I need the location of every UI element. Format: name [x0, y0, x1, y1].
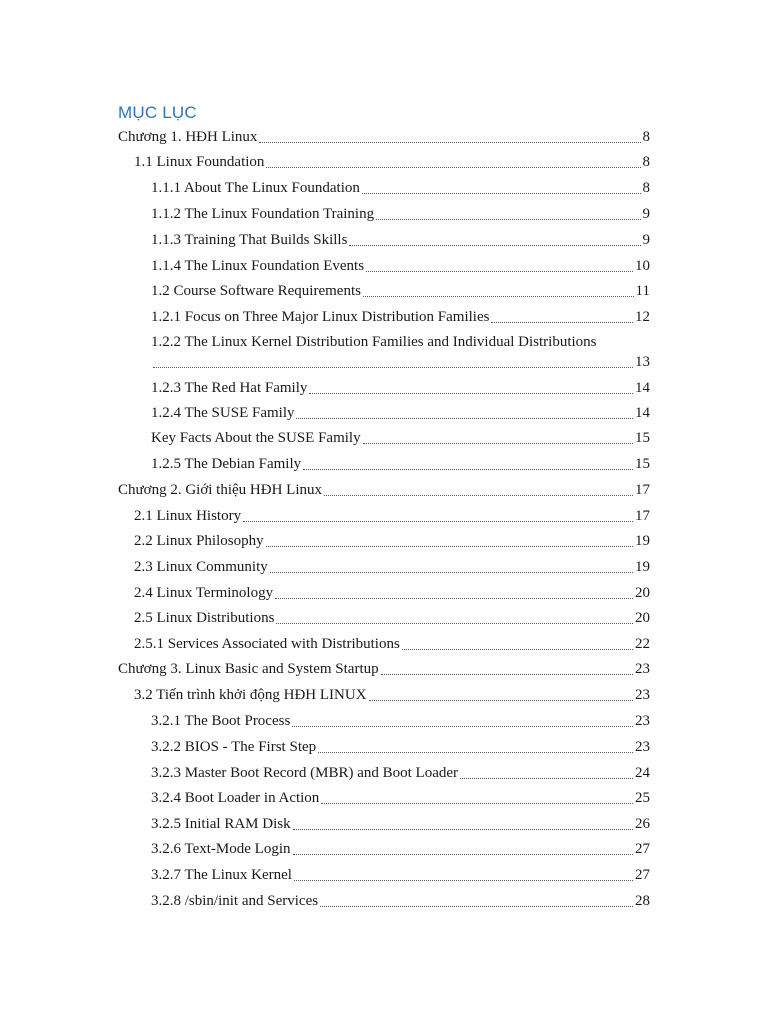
toc-page-number: 19	[635, 559, 650, 575]
dot-leader	[324, 494, 633, 496]
toc-entry-text: 1.1.2 The Linux Foundation Training	[151, 206, 375, 222]
dot-leader	[296, 417, 633, 419]
toc-page-number: 13	[635, 354, 650, 370]
dot-leader	[321, 802, 633, 804]
toc-entry-text: 1.2 Course Software Requirements	[151, 283, 361, 299]
toc-entry-text: 3.2.6 Text-Mode Login	[151, 841, 291, 857]
toc-entry[interactable]	[151, 178, 650, 198]
toc-entry[interactable]	[151, 428, 650, 448]
toc-entry[interactable]	[151, 763, 650, 783]
toc-entry[interactable]	[134, 531, 650, 551]
dot-leader	[293, 853, 634, 855]
toc-entry-text: Chương 1. HĐH Linux	[118, 129, 258, 145]
toc-page-number: 20	[635, 610, 650, 626]
toc-page-number: 25	[635, 790, 650, 806]
toc-entry-text: 1.2.5 The Debian Family	[151, 456, 302, 472]
dot-leader	[349, 244, 640, 246]
toc-page-number: 12	[635, 309, 650, 325]
toc-entry[interactable]	[151, 332, 650, 352]
toc-entry[interactable]	[134, 152, 650, 172]
toc-entry[interactable]	[151, 454, 650, 474]
toc-page-number: 23	[635, 739, 650, 755]
toc-page-number: 8	[642, 180, 650, 196]
toc-entry-continuation[interactable]	[151, 352, 650, 372]
toc-entry-text: 1.2.1 Focus on Three Major Linux Distribution Families	[151, 309, 490, 325]
dot-leader	[362, 192, 641, 194]
dot-leader	[491, 321, 633, 323]
dot-leader	[153, 366, 633, 368]
toc-entry[interactable]	[151, 256, 650, 276]
dot-leader	[303, 468, 633, 470]
toc-entry-text: 1.2.2 The Linux Kernel Distribution Families and Individual Distributions	[151, 334, 597, 350]
dot-leader	[376, 218, 640, 220]
toc-page-number: 9	[642, 232, 650, 248]
toc-entry[interactable]	[151, 204, 650, 224]
toc-page-number: 26	[635, 816, 650, 832]
toc-entry-text: 3.2.5 Initial RAM Disk	[151, 816, 291, 832]
dot-leader	[292, 725, 633, 727]
toc-entry[interactable]	[151, 814, 650, 834]
toc-entry-text: 2.2 Linux Philosophy	[134, 533, 264, 549]
toc-page-number: 15	[635, 456, 650, 472]
toc-entry[interactable]	[134, 685, 650, 705]
toc-page-number: 28	[635, 893, 650, 909]
toc-entry-text: 2.5.1 Services Associated with Distributions	[134, 636, 400, 652]
toc-entry-text: Chương 3. Linux Basic and System Startup	[118, 661, 379, 677]
toc-entry-text: 1.1.4 The Linux Foundation Events	[151, 258, 365, 274]
toc-page-number: 11	[635, 283, 650, 299]
toc-entry[interactable]	[151, 711, 650, 731]
toc-entry[interactable]	[151, 865, 650, 885]
dot-leader	[320, 905, 633, 907]
toc-entry[interactable]	[118, 127, 650, 147]
toc-entry-text: 3.2.4 Boot Loader in Action	[151, 790, 320, 806]
dot-leader	[460, 777, 633, 779]
toc-entry[interactable]	[118, 659, 650, 679]
toc-page-number: 15	[635, 430, 650, 446]
toc-entry[interactable]	[151, 788, 650, 808]
toc-entry-text: 3.2.3 Master Boot Record (MBR) and Boot Loader	[151, 765, 459, 781]
dot-leader	[294, 879, 633, 881]
toc-entry[interactable]	[134, 608, 650, 628]
toc-entry-text: 2.5 Linux Distributions	[134, 610, 275, 626]
dot-leader	[366, 270, 633, 272]
dot-leader	[309, 392, 633, 394]
toc-entry-text: 3.2.7 The Linux Kernel	[151, 867, 292, 883]
toc-page-number: 8	[642, 129, 650, 145]
dot-leader	[369, 699, 633, 701]
toc-entry-text: 1.1.3 Training That Builds Skills	[151, 232, 348, 248]
toc-page-number: 17	[635, 508, 650, 524]
toc-entry[interactable]	[134, 634, 650, 654]
dot-leader	[276, 622, 633, 624]
toc-entry[interactable]	[118, 480, 650, 500]
toc-page-number: 23	[635, 687, 650, 703]
toc-entry[interactable]	[151, 378, 650, 398]
toc-entry[interactable]	[151, 737, 650, 757]
dot-leader	[275, 597, 633, 599]
dot-leader	[381, 673, 633, 675]
toc-entry-text: 2.3 Linux Community	[134, 559, 268, 575]
toc-page-number: 10	[635, 258, 650, 274]
toc-entry[interactable]	[151, 281, 650, 301]
toc-entry[interactable]	[134, 557, 650, 577]
toc-entry-text: 3.2.8 /sbin/init and Services	[151, 893, 319, 909]
dot-leader	[259, 141, 640, 143]
toc-entry-text: 3.2.2 BIOS - The First Step	[151, 739, 317, 755]
toc-title: MỤC LỤC	[118, 103, 197, 122]
toc-entry[interactable]	[151, 839, 650, 859]
toc-page-number: 23	[635, 713, 650, 729]
dot-leader	[293, 828, 633, 830]
toc-page-number: 9	[642, 206, 650, 222]
toc-entry[interactable]	[151, 891, 650, 911]
dot-leader	[266, 166, 640, 168]
toc-page-number: 20	[635, 585, 650, 601]
toc-entry-text: 1.1 Linux Foundation	[134, 154, 265, 170]
toc-entry-text: 3.2.1 The Boot Process	[151, 713, 291, 729]
toc-page-number: 22	[635, 636, 650, 652]
toc-page-number: 8	[642, 154, 650, 170]
toc-entry[interactable]	[151, 403, 650, 423]
dot-leader	[270, 571, 633, 573]
toc-page-number: 14	[635, 380, 650, 396]
dot-leader	[243, 520, 633, 522]
toc-page-number: 24	[635, 765, 650, 781]
toc-entry-text: 1.2.4 The SUSE Family	[151, 405, 295, 421]
toc-entry-text: 2.4 Linux Terminology	[134, 585, 274, 601]
toc-entry[interactable]	[151, 230, 650, 250]
toc-page-number: 23	[635, 661, 650, 677]
dot-leader	[363, 295, 634, 297]
toc-entry[interactable]	[151, 307, 650, 327]
toc-entry-text: Key Facts About the SUSE Family	[151, 430, 361, 446]
dot-leader	[402, 648, 633, 650]
toc-page-number: 17	[635, 482, 650, 498]
toc-entry-text: 3.2 Tiến trình khởi động HĐH LINUX	[134, 687, 367, 703]
toc-entry-text: 2.1 Linux History	[134, 508, 242, 524]
dot-leader	[318, 751, 633, 753]
toc-page-number: 14	[635, 405, 650, 421]
toc-page-number: 19	[635, 533, 650, 549]
dot-leader	[266, 545, 633, 547]
toc-entry-text: Chương 2. Giới thiệu HĐH Linux	[118, 482, 322, 498]
dot-leader	[363, 442, 633, 444]
toc-entry[interactable]	[134, 583, 650, 603]
toc-entry-text: 1.2.3 The Red Hat Family	[151, 380, 308, 396]
toc-entry[interactable]	[134, 506, 650, 526]
toc-page-number: 27	[635, 867, 650, 883]
toc-entry-text: 1.1.1 About The Linux Foundation	[151, 180, 360, 196]
toc-page-number: 27	[635, 841, 650, 857]
